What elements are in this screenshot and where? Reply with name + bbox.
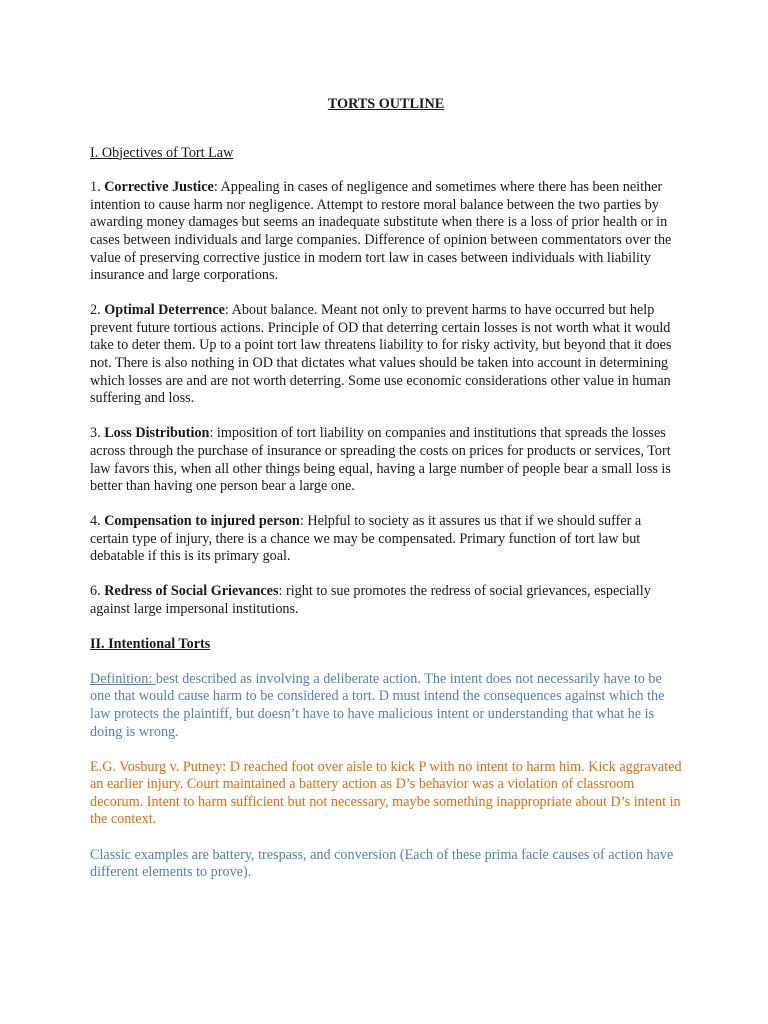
- item-number: 6.: [90, 583, 105, 600]
- objective-item-loss-distribution: [90, 425, 682, 495]
- item-text: : About balance. Meant not only to prevent harms to have occurred but help prevent future tortious actions. Principle of OD that deterring certain losses is not worth what it would take to deter them. Up to a point tort law threatens liability to for risky activity, but beyond that it does not. There is also nothing in OD that dictates what values should be taken into account in determining which losses are and are not worth deterring. Some use economic considerations other value in human suffering and loss.: [90, 302, 672, 407]
- objective-item-redress: [90, 583, 682, 618]
- objective-item-optimal-deterrence: [90, 302, 682, 408]
- definition-paragraph: [90, 671, 682, 741]
- item-text: : Helpful to society as it assures us that if we should suffer a certain type of injury, there is a chance we may be compensated. Primary function of tort law but debatable if this is its primary goal.: [90, 513, 642, 565]
- definition-label: Definition:: [90, 670, 156, 687]
- definition-text: best described as involving a deliberate action. The intent does not necessarily have to be one that would cause harm to be considered a tort. D must intend the consequences against which the law protects the plaintiff, but doesn’t have to have malicious intent or understanding that what he is doing is wrong.: [90, 670, 665, 740]
- item-text: : imposition of tort liability on companies and institutions that spreads the losses across through the purchase of insurance or spreading the costs on prices for products or services, Tort law favors this, when all other things being equal, having a large number of people bear a small loss is better than having one person bear a large one.: [90, 425, 671, 495]
- item-text: : Appealing in cases of negligence and sometimes where there has been neither intention to cause harm nor negligence. Attempt to restore moral balance between the two parties by awarding money damages but seems an inadequate substitute when there is a loss of prior health or in cases between individuals and large companies. Difference of opinion between commentators over the value of preserving corrective justice in modern tort law in cases between individuals with liability insurance and large corporations.: [90, 179, 672, 284]
- item-term: Optimal Deterrence: [104, 302, 225, 319]
- item-number: 1.: [90, 179, 105, 196]
- item-number: 4.: [90, 513, 105, 530]
- item-text: : right to sue promotes the redress of social grievances, especially against large impersonal institutions.: [90, 583, 651, 618]
- example-paragraph: E.G. Vosburg v. Putney: D reached foot over aisle to kick P with no intent to harm him. Kick aggravated an earlier injury. Court maintained a battery action as D’s behavior was a violation of classroom decorum. Intent to harm sufficient but not necessary, maybe something inappropriate about D’s intent in the context.: [90, 758, 682, 828]
- item-number: 2.: [90, 302, 105, 319]
- document-title: TORTS OUTLINE: [327, 96, 445, 112]
- section-heading-objectives: I. Objectives of Tort Law: [90, 144, 234, 161]
- item-term: Redress of Social Grievances: [104, 583, 279, 600]
- objective-item-compensation: [90, 513, 682, 566]
- classic-examples-paragraph: Classic examples are battery, trespass, and conversion (Each of these prima facie causes of action have different elements to prove).: [90, 846, 674, 881]
- item-number: 3.: [90, 425, 105, 442]
- item-term: Loss Distribution: [104, 425, 210, 442]
- item-term: Compensation to injured person: [104, 513, 300, 530]
- section-heading-intentional-torts: II. Intentional Torts: [90, 636, 211, 653]
- objective-item-corrective-justice: [90, 179, 682, 285]
- document-page: [90, 96, 682, 899]
- item-term: Corrective Justice: [104, 179, 214, 196]
